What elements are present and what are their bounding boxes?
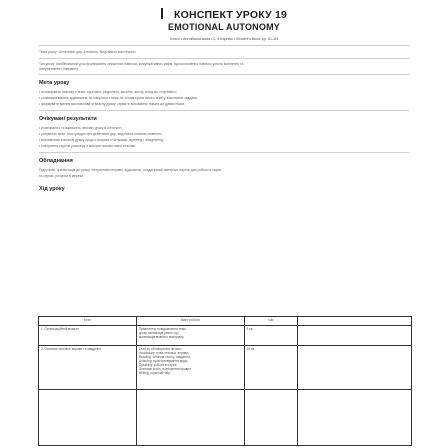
- content-line: Vocabulary: нова лексика, вправи;: [138, 351, 189, 355]
- table-header-row: [39, 317, 412, 326]
- content-line: Reading: читання тексту, завдання;: [138, 355, 191, 359]
- outcomes-heading: Очікувані результати: [39, 116, 97, 122]
- goals-heading: Мета уроку: [39, 80, 70, 86]
- equipment-line-2: та групах, ресурси в мережі.: [39, 174, 84, 178]
- lesson-plan-table: [38, 316, 412, 446]
- equipment-heading: Обладнання: [39, 158, 73, 164]
- outcome-item: • висловлюють власну думку щодо стосунків з батьками, agreeing / disagreeing;: [39, 138, 164, 142]
- time-cell: 35 хв: [244, 346, 298, 390]
- content-line: Listening: прослуховування аудіо;: [138, 359, 189, 363]
- goal-item: • розвивати вміння аудіювання та говоріння з теми на основі прочитаного тексту, виконання завдань;: [39, 96, 198, 100]
- content-cell: [136, 346, 244, 390]
- stage-cell: [39, 390, 137, 446]
- outcome-item: • розуміють зміст тексту/аудіо про generation gap, виділяють ключові моменти;: [39, 132, 163, 136]
- column-header-empty: [298, 317, 412, 326]
- page-subtitle: EMOTIONAL AUTONOMY: [168, 22, 280, 32]
- goal-item: • формувати вміння висловлювати власну думку, сприяти вихованню поваги до думки інших.: [39, 102, 186, 106]
- divider: [39, 152, 409, 153]
- column-header-time: Час: [244, 317, 298, 326]
- header-divider: [39, 45, 409, 46]
- content-cell: [136, 326, 244, 346]
- stage-cell: 2. Основна частина: вправи та завдання: [39, 346, 137, 390]
- lesson-type-line-1: Тип уроку: комбінований урок формування лексичних навичок, комунікативних умінь, вдосконалення навичок усного мовлення та: [39, 62, 244, 66]
- lesson-type-line-2: інтерактивного навчання.: [39, 67, 79, 71]
- column-header-content: Зміст роботи: [136, 317, 244, 326]
- content-line: Writing: короткий твір.: [138, 371, 171, 375]
- table-row: [39, 326, 412, 346]
- empty-cell: [298, 390, 412, 446]
- goal-item: • активізувати лексику з теми: approach, judgement, assume, annoy, bring up, negotiation;: [39, 90, 177, 94]
- page-title-text: КОНСПЕКТ УРОКУ 19: [173, 9, 288, 21]
- meta-line: Класс • Англійська мова • 0, 8 Карпюк • Student's Book: pp. 81–84: [169, 37, 279, 41]
- plan-heading: Хід уроку: [39, 186, 65, 192]
- content-line: Grammar focus: повторення правил;: [138, 367, 192, 371]
- outcome-item: • створюють короткі розповіді з використанням нової лексики.: [39, 144, 137, 148]
- table-row: [39, 346, 412, 390]
- content-line: уроку, мотивація (warm-up): [138, 331, 179, 335]
- content-line: Lead-in: обговорення питань;: [138, 347, 182, 351]
- lesson-topic: Тема уроку: Generation gap. Emotions. Negotiation and respect: [39, 50, 136, 54]
- time-cell: [244, 390, 298, 446]
- table-row: [39, 390, 412, 446]
- stage-cell: 1. Організаційний момент: [39, 326, 137, 346]
- content-line: Привітання, повідомлення теми: [138, 327, 186, 331]
- column-header-stage: Етап: [39, 317, 137, 326]
- empty-cell: [298, 346, 412, 390]
- outcome-item: • розпізнають та вживають лексику уроку в контексті;: [39, 126, 123, 130]
- divider: [39, 110, 409, 111]
- divider: [39, 58, 409, 59]
- empty-cell: [298, 326, 412, 346]
- content-line: Speaking: робота в парах;: [138, 363, 178, 367]
- time-cell: 3 хв: [244, 326, 298, 346]
- page-title: [0, 8, 448, 21]
- title-bracket-mark: [161, 8, 173, 19]
- equipment-line-1: Підручник, презентація до уроку, інтерактивні вправи, аудіозапис, роздатковий матеріал, картки для роботи в парах: [39, 168, 222, 172]
- content-line: активізація мовного матеріалу: [138, 335, 184, 339]
- content-cell: [136, 390, 244, 446]
- divider: [39, 74, 409, 75]
